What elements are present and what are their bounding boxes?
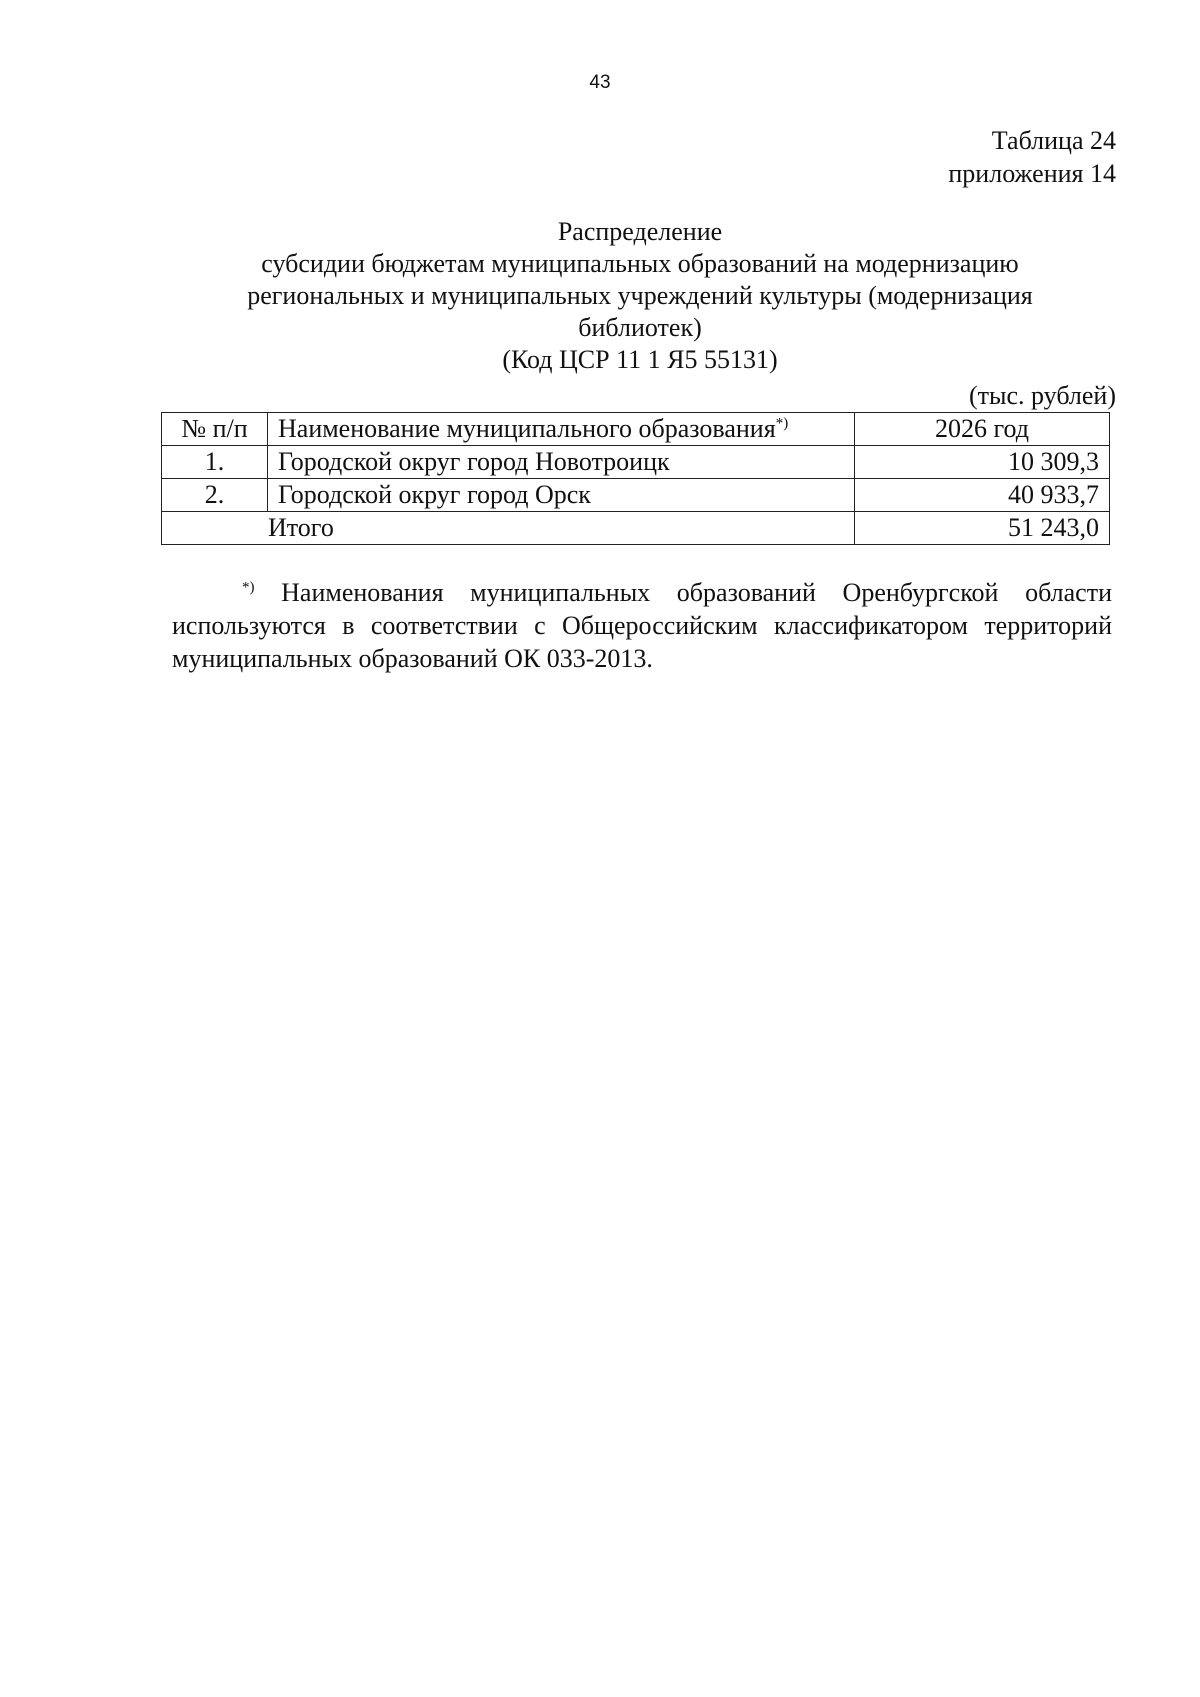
- table-row: [162, 446, 1110, 479]
- title-line-1: Распределение: [557, 217, 723, 246]
- table-row: [162, 479, 1110, 512]
- row-num: 1.: [162, 446, 268, 479]
- table-reference: [948, 124, 1116, 190]
- row-name: Городской округ город Новотроицк: [268, 446, 855, 479]
- table-total-row: [162, 512, 1110, 545]
- document-title: [200, 216, 1080, 376]
- title-line-3: региональных и муниципальных учреждений культуры (модернизация: [247, 281, 1033, 310]
- title-line-2: субсидии бюджетам муниципальных образований на модернизацию: [261, 249, 1019, 278]
- footnote-text: Наименования муниципальных образований Оренбургской области используются в соответствии с Общероссийским классификатором территорий муниципальных образований ОК 033-2013.: [172, 578, 1112, 673]
- header-name: [268, 413, 855, 446]
- title-line-4: библиотек): [578, 313, 702, 342]
- header-name-label: Наименование муниципального образования: [278, 414, 776, 443]
- row-num: 2.: [162, 479, 268, 512]
- page-number: 43: [589, 72, 611, 93]
- row-name: Городской округ город Орск: [268, 479, 855, 512]
- total-label: Итого: [162, 512, 855, 545]
- total-value: 51 243,0: [855, 512, 1110, 545]
- units-label: (тыс. рублей): [968, 381, 1116, 410]
- table-reference-number: Таблица 24: [991, 126, 1116, 155]
- header-footnote-mark: *): [775, 415, 789, 432]
- row-value: 10 309,3: [855, 446, 1110, 479]
- distribution-table: [161, 412, 1110, 545]
- row-value: 40 933,7: [855, 479, 1110, 512]
- header-year: 2026 год: [855, 413, 1110, 446]
- title-line-5: (Код ЦСР 11 1 Я5 55131): [502, 345, 778, 374]
- table-header-row: [162, 413, 1110, 446]
- footnote-mark: *): [242, 579, 255, 596]
- footnote: [172, 576, 1112, 675]
- header-num: № п/п: [162, 413, 268, 446]
- table-reference-appendix: приложения 14: [948, 159, 1116, 188]
